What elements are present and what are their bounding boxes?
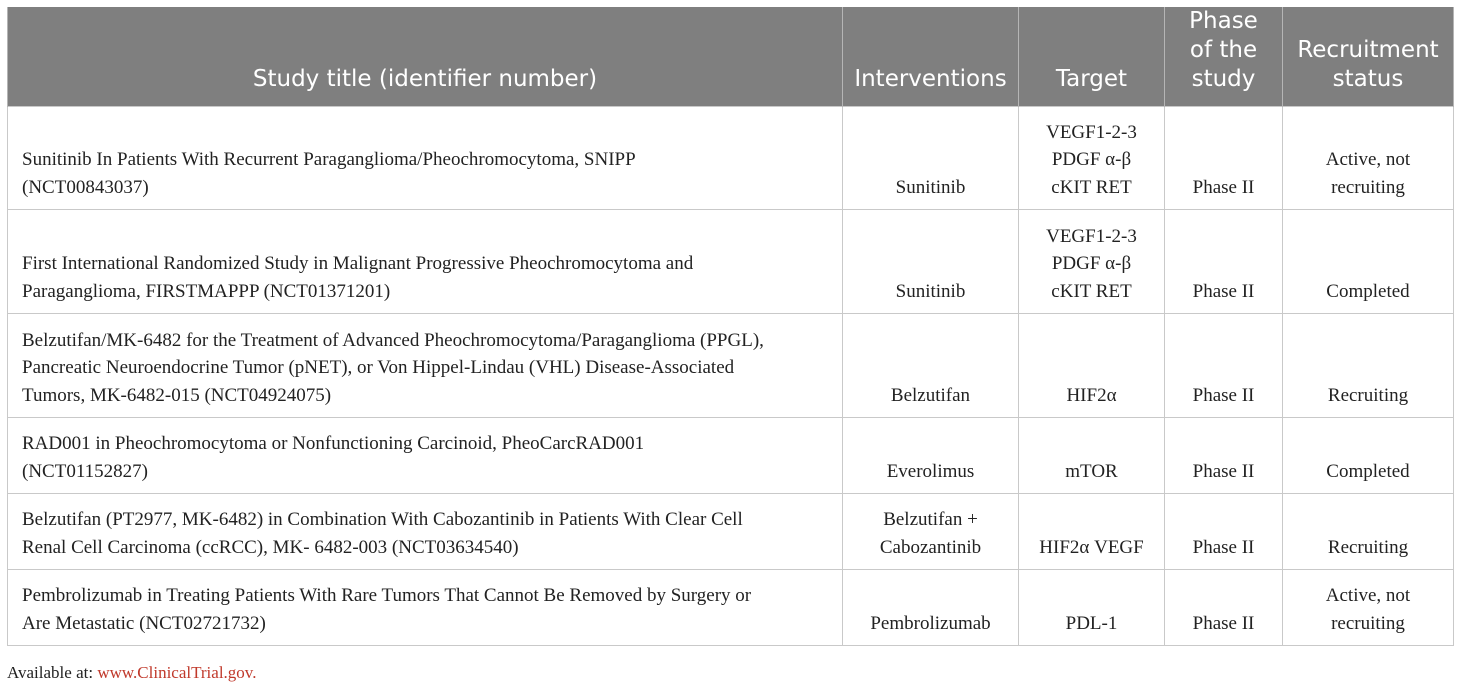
cell-study-title	[8, 107, 843, 210]
cell-text-line: Belzutifan (PT2977, MK-6482) in Combination With Cabozantinib in Patients With Clear Cell	[22, 509, 743, 530]
table-row	[8, 570, 1454, 646]
table-row	[8, 314, 1454, 418]
cell-recruitment-status	[1283, 570, 1454, 646]
cell-text-line: Pancreatic Neuroendocrine Tumor (pNET), or Von Hippel-Lindau (VHL) Disease-Associated	[22, 357, 735, 378]
cell-text-line: Completed	[1326, 460, 1410, 482]
cell-text-line: Paraganglioma, FIRSTMAPPP (NCT01371201)	[22, 280, 391, 302]
header-recruitment-status	[1283, 7, 1454, 107]
cell-text-line: PDGF α-β	[1051, 149, 1132, 170]
cell-recruitment-status	[1283, 314, 1454, 418]
table-row	[8, 107, 1454, 210]
header-text-line: Study title (identifier number)	[252, 66, 598, 92]
cell-study-title	[8, 314, 843, 418]
cell-text-line: First International Randomized Study in Malignant Progressive Pheochromocytoma and	[22, 253, 694, 274]
cell-text-line: VEGF1-2-3	[1046, 225, 1137, 247]
cell-text-line: Phase II	[1192, 612, 1255, 634]
cell-text-line: Phase II	[1192, 460, 1255, 482]
cell-text-line: Belzutifan +	[883, 509, 978, 530]
table-body	[8, 107, 1454, 646]
cell-text-line: Active, not	[1325, 585, 1411, 606]
cell-text-line: recruiting	[1331, 612, 1405, 634]
cell-phase	[1165, 314, 1283, 418]
cell-text-line: Renal Cell Carcinoma (ccRCC), MK- 6482-003 (NCT03634540)	[22, 536, 519, 558]
table-header-row	[8, 7, 1454, 107]
cell-phase	[1165, 494, 1283, 570]
cell-text-line: Tumors, MK-6482-015 (NCT04924075)	[22, 384, 332, 406]
cell-study-title	[8, 494, 843, 570]
cell-text-line: RAD001 in Pheochromocytoma or Nonfunctioning Carcinoid, PheoCarcRAD001	[22, 433, 645, 454]
cell-text-line: Pembrolizumab	[870, 612, 991, 634]
cell-interventions	[843, 570, 1019, 646]
cell-text-line: PDL-1	[1065, 612, 1118, 634]
cell-text-line: Recruiting	[1327, 536, 1409, 558]
header-phase	[1165, 7, 1283, 107]
cell-study-title	[8, 210, 843, 314]
cell-text-line: recruiting	[1331, 176, 1405, 198]
cell-target	[1019, 494, 1165, 570]
cell-text-line: Active, not	[1325, 149, 1411, 170]
cell-text-line: mTOR	[1065, 460, 1118, 482]
cell-target	[1019, 107, 1165, 210]
cell-interventions	[843, 494, 1019, 570]
cell-interventions	[843, 210, 1019, 314]
cell-interventions	[843, 314, 1019, 418]
cell-text-line: (NCT01152827)	[22, 460, 148, 482]
header-text-line: Interventions	[854, 66, 1007, 92]
cell-interventions	[843, 107, 1019, 210]
source-footnote	[7, 663, 256, 683]
cell-text-line: Recruiting	[1327, 384, 1409, 406]
header-text-line: Phase	[1189, 8, 1258, 34]
cell-target	[1019, 570, 1165, 646]
header-text-line: Recruitment	[1297, 37, 1439, 63]
cell-text-line: Sunitinib In Patients With Recurrent Paraganglioma/Pheochromocytoma, SNIPP	[22, 149, 636, 170]
cell-target	[1019, 418, 1165, 494]
table-row	[8, 210, 1454, 314]
table-row	[8, 494, 1454, 570]
cell-text-line: Belzutifan	[890, 384, 971, 406]
clinical-trials-table	[7, 7, 1454, 646]
cell-phase	[1165, 570, 1283, 646]
cell-text-line: HIF2α VEGF	[1039, 536, 1144, 558]
header-target	[1019, 7, 1165, 107]
cell-recruitment-status	[1283, 418, 1454, 494]
cell-text-line: (NCT00843037)	[22, 176, 149, 198]
cell-text-line: cKIT RET	[1051, 176, 1132, 198]
cell-interventions	[843, 418, 1019, 494]
cell-text-line: HIF2α	[1066, 384, 1117, 406]
cell-text-line: Cabozantinib	[879, 536, 982, 558]
footnote-prefix: Available at:	[7, 663, 98, 682]
header-interventions	[843, 7, 1019, 107]
cell-text-line: Sunitinib	[895, 280, 966, 302]
header-text-line: status	[1332, 66, 1404, 92]
cell-study-title	[8, 570, 843, 646]
cell-recruitment-status	[1283, 210, 1454, 314]
header-text-line: of the	[1189, 37, 1258, 63]
table-row	[8, 418, 1454, 494]
cell-text-line: Phase II	[1192, 536, 1255, 558]
cell-phase	[1165, 418, 1283, 494]
cell-text-line: Phase II	[1192, 176, 1255, 198]
cell-text-line: Completed	[1326, 280, 1410, 302]
header-text-line: study	[1191, 66, 1256, 92]
cell-text-line: Are Metastatic (NCT02721732)	[22, 612, 266, 634]
cell-target	[1019, 210, 1165, 314]
header-study-title	[8, 7, 843, 107]
cell-recruitment-status	[1283, 107, 1454, 210]
cell-recruitment-status	[1283, 494, 1454, 570]
header-text-line: Target	[1055, 66, 1128, 92]
cell-study-title	[8, 418, 843, 494]
cell-phase	[1165, 107, 1283, 210]
cell-text-line: Phase II	[1192, 384, 1255, 406]
cell-target	[1019, 314, 1165, 418]
cell-text-line: Sunitinib	[895, 176, 966, 198]
cell-phase	[1165, 210, 1283, 314]
trials-table-container	[7, 7, 1453, 646]
clinicaltrials-link[interactable]: www.ClinicalTrial.gov.	[97, 663, 257, 682]
cell-text-line: Phase II	[1192, 280, 1255, 302]
cell-text-line: cKIT RET	[1051, 280, 1132, 302]
cell-text-line: VEGF1-2-3	[1046, 121, 1137, 143]
cell-text-line: Pembrolizumab in Treating Patients With Rare Tumors That Cannot Be Removed by Surgery or	[22, 585, 752, 606]
cell-text-line: PDGF α-β	[1051, 253, 1132, 274]
cell-text-line: Everolimus	[886, 460, 975, 482]
cell-text-line: Belzutifan/MK-6482 for the Treatment of Advanced Pheochromocytoma/Paraganglioma (PPGL),	[22, 329, 764, 351]
